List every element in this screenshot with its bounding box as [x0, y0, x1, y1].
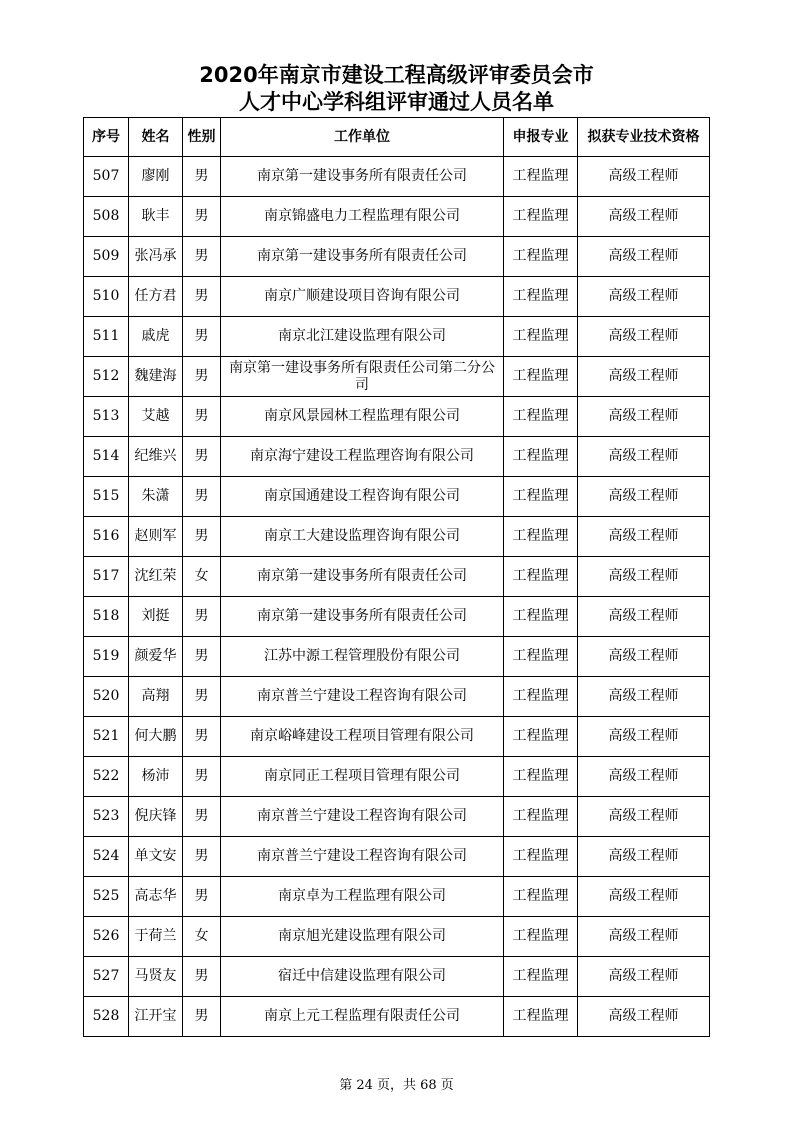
cell-qualification: 高级工程师	[578, 397, 710, 437]
table-row	[84, 597, 710, 637]
cell-name: 朱潇	[129, 477, 183, 517]
cell-number: 511	[84, 317, 129, 357]
cell-work-unit: 南京广顺建设项目咨询有限公司	[221, 277, 504, 317]
cell-name: 江开宝	[129, 997, 183, 1037]
header-name: 姓名	[129, 118, 183, 157]
cell-number: 508	[84, 197, 129, 237]
cell-work-unit: 江苏中源工程管理股份有限公司	[221, 637, 504, 677]
table-row	[84, 477, 710, 517]
cell-major: 工程监理	[504, 477, 578, 517]
cell-gender: 男	[183, 997, 221, 1037]
cell-qualification: 高级工程师	[578, 957, 710, 997]
table-row	[84, 197, 710, 237]
cell-work-unit: 南京普兰宁建设工程咨询有限公司	[221, 797, 504, 837]
cell-number: 526	[84, 917, 129, 957]
cell-qualification: 高级工程师	[578, 317, 710, 357]
cell-qualification: 高级工程师	[578, 437, 710, 477]
cell-qualification: 高级工程师	[578, 557, 710, 597]
cell-work-unit: 南京第一建设事务所有限责任公司	[221, 157, 504, 197]
cell-work-unit: 南京工大建设监理咨询有限公司	[221, 517, 504, 557]
header-work-unit: 工作单位	[221, 118, 504, 157]
cell-gender: 男	[183, 957, 221, 997]
cell-qualification: 高级工程师	[578, 357, 710, 397]
cell-gender: 男	[183, 317, 221, 357]
cell-name: 马贤友	[129, 957, 183, 997]
cell-work-unit: 南京卓为工程监理有限公司	[221, 877, 504, 917]
table-row	[84, 797, 710, 837]
header-number: 序号	[84, 118, 129, 157]
cell-major: 工程监理	[504, 717, 578, 757]
table-row	[84, 877, 710, 917]
table-row	[84, 637, 710, 677]
table-row	[84, 717, 710, 757]
table-row	[84, 157, 710, 197]
table-row	[84, 677, 710, 717]
cell-qualification: 高级工程师	[578, 677, 710, 717]
cell-major: 工程监理	[504, 997, 578, 1037]
table-row	[84, 917, 710, 957]
cell-major: 工程监理	[504, 237, 578, 277]
cell-work-unit: 南京第一建设事务所有限责任公司第二分公司	[221, 357, 504, 397]
cell-name: 耿丰	[129, 197, 183, 237]
cell-number: 516	[84, 517, 129, 557]
cell-name: 沈红荣	[129, 557, 183, 597]
cell-number: 515	[84, 477, 129, 517]
cell-number: 510	[84, 277, 129, 317]
cell-gender: 男	[183, 717, 221, 757]
cell-gender: 女	[183, 917, 221, 957]
cell-number: 514	[84, 437, 129, 477]
cell-work-unit: 南京第一建设事务所有限责任公司	[221, 597, 504, 637]
cell-qualification: 高级工程师	[578, 797, 710, 837]
table-row	[84, 997, 710, 1037]
cell-qualification: 高级工程师	[578, 837, 710, 877]
cell-gender: 男	[183, 757, 221, 797]
table-row	[84, 957, 710, 997]
cell-work-unit: 南京海宁建设工程监理咨询有限公司	[221, 437, 504, 477]
table-row	[84, 437, 710, 477]
cell-major: 工程监理	[504, 637, 578, 677]
cell-major: 工程监理	[504, 677, 578, 717]
cell-name: 高翔	[129, 677, 183, 717]
cell-number: 507	[84, 157, 129, 197]
cell-qualification: 高级工程师	[578, 517, 710, 557]
cell-major: 工程监理	[504, 397, 578, 437]
table-row	[84, 517, 710, 557]
cell-qualification: 高级工程师	[578, 997, 710, 1037]
page-footer: 第 24 页，共 68 页	[339, 1078, 454, 1093]
table-row	[84, 557, 710, 597]
cell-work-unit: 南京普兰宁建设工程咨询有限公司	[221, 677, 504, 717]
cell-major: 工程监理	[504, 917, 578, 957]
cell-qualification: 高级工程师	[578, 917, 710, 957]
cell-number: 517	[84, 557, 129, 597]
cell-work-unit: 宿迁中信建设监理有限公司	[221, 957, 504, 997]
cell-number: 527	[84, 957, 129, 997]
cell-gender: 男	[183, 677, 221, 717]
cell-name: 高志华	[129, 877, 183, 917]
cell-work-unit: 南京上元工程监理有限责任公司	[221, 997, 504, 1037]
cell-major: 工程监理	[504, 757, 578, 797]
cell-number: 523	[84, 797, 129, 837]
cell-qualification: 高级工程师	[578, 757, 710, 797]
cell-major: 工程监理	[504, 277, 578, 317]
cell-qualification: 高级工程师	[578, 477, 710, 517]
cell-gender: 男	[183, 517, 221, 557]
cell-major: 工程监理	[504, 357, 578, 397]
table-row	[84, 277, 710, 317]
cell-gender: 男	[183, 277, 221, 317]
cell-gender: 男	[183, 477, 221, 517]
cell-name: 何大鹏	[129, 717, 183, 757]
cell-gender: 女	[183, 557, 221, 597]
table-row	[84, 237, 710, 277]
header-qualification: 拟获专业技术资格	[578, 118, 710, 157]
cell-gender: 男	[183, 197, 221, 237]
cell-major: 工程监理	[504, 877, 578, 917]
cell-work-unit: 南京普兰宁建设工程咨询有限公司	[221, 837, 504, 877]
cell-major: 工程监理	[504, 837, 578, 877]
table-row	[84, 757, 710, 797]
cell-major: 工程监理	[504, 597, 578, 637]
cell-work-unit: 南京国通建设工程咨询有限公司	[221, 477, 504, 517]
cell-gender: 男	[183, 357, 221, 397]
table-row	[84, 397, 710, 437]
cell-major: 工程监理	[504, 157, 578, 197]
cell-number: 528	[84, 997, 129, 1037]
cell-name: 戚虎	[129, 317, 183, 357]
cell-qualification: 高级工程师	[578, 277, 710, 317]
cell-gender: 男	[183, 397, 221, 437]
cell-gender: 男	[183, 837, 221, 877]
cell-name: 单文安	[129, 837, 183, 877]
header-gender: 性别	[183, 118, 221, 157]
cell-number: 513	[84, 397, 129, 437]
cell-qualification: 高级工程师	[578, 157, 710, 197]
cell-number: 518	[84, 597, 129, 637]
cell-major: 工程监理	[504, 957, 578, 997]
cell-work-unit: 南京北江建设监理有限公司	[221, 317, 504, 357]
table-header-row	[84, 118, 710, 157]
personnel-table	[83, 117, 710, 1037]
cell-qualification: 高级工程师	[578, 877, 710, 917]
table-row	[84, 317, 710, 357]
cell-major: 工程监理	[504, 557, 578, 597]
cell-number: 512	[84, 357, 129, 397]
cell-major: 工程监理	[504, 317, 578, 357]
cell-name: 于荷兰	[129, 917, 183, 957]
cell-number: 509	[84, 237, 129, 277]
cell-qualification: 高级工程师	[578, 237, 710, 277]
cell-major: 工程监理	[504, 197, 578, 237]
cell-qualification: 高级工程师	[578, 717, 710, 757]
document-title-line-1: 2020年南京市建设工程高级评审委员会市	[199, 63, 594, 87]
cell-work-unit: 南京同正工程项目管理有限公司	[221, 757, 504, 797]
cell-name: 刘挺	[129, 597, 183, 637]
cell-major: 工程监理	[504, 437, 578, 477]
cell-work-unit: 南京第一建设事务所有限责任公司	[221, 557, 504, 597]
cell-name: 艾越	[129, 397, 183, 437]
cell-name: 颜爱华	[129, 637, 183, 677]
cell-gender: 男	[183, 597, 221, 637]
table-row	[84, 357, 710, 397]
cell-gender: 男	[183, 797, 221, 837]
cell-work-unit: 南京风景园林工程监理有限公司	[221, 397, 504, 437]
cell-name: 杨沛	[129, 757, 183, 797]
cell-gender: 男	[183, 877, 221, 917]
cell-work-unit: 南京旭光建设监理有限公司	[221, 917, 504, 957]
cell-name: 廖刚	[129, 157, 183, 197]
cell-work-unit: 南京峪峰建设工程项目管理有限公司	[221, 717, 504, 757]
cell-name: 赵则军	[129, 517, 183, 557]
cell-number: 522	[84, 757, 129, 797]
cell-gender: 男	[183, 637, 221, 677]
cell-number: 525	[84, 877, 129, 917]
cell-gender: 男	[183, 237, 221, 277]
cell-number: 521	[84, 717, 129, 757]
document-title-line-2: 人才中心学科组评审通过人员名单	[239, 90, 554, 114]
cell-name: 纪维兴	[129, 437, 183, 477]
table-row	[84, 837, 710, 877]
cell-qualification: 高级工程师	[578, 637, 710, 677]
cell-major: 工程监理	[504, 797, 578, 837]
cell-gender: 男	[183, 437, 221, 477]
cell-name: 任方君	[129, 277, 183, 317]
header-major: 申报专业	[504, 118, 578, 157]
cell-gender: 男	[183, 157, 221, 197]
cell-name: 倪庆锋	[129, 797, 183, 837]
cell-major: 工程监理	[504, 517, 578, 557]
cell-name: 张冯承	[129, 237, 183, 277]
cell-work-unit: 南京锦盛电力工程监理有限公司	[221, 197, 504, 237]
cell-number: 520	[84, 677, 129, 717]
cell-number: 519	[84, 637, 129, 677]
cell-qualification: 高级工程师	[578, 197, 710, 237]
cell-work-unit: 南京第一建设事务所有限责任公司	[221, 237, 504, 277]
cell-name: 魏建海	[129, 357, 183, 397]
cell-qualification: 高级工程师	[578, 597, 710, 637]
cell-number: 524	[84, 837, 129, 877]
